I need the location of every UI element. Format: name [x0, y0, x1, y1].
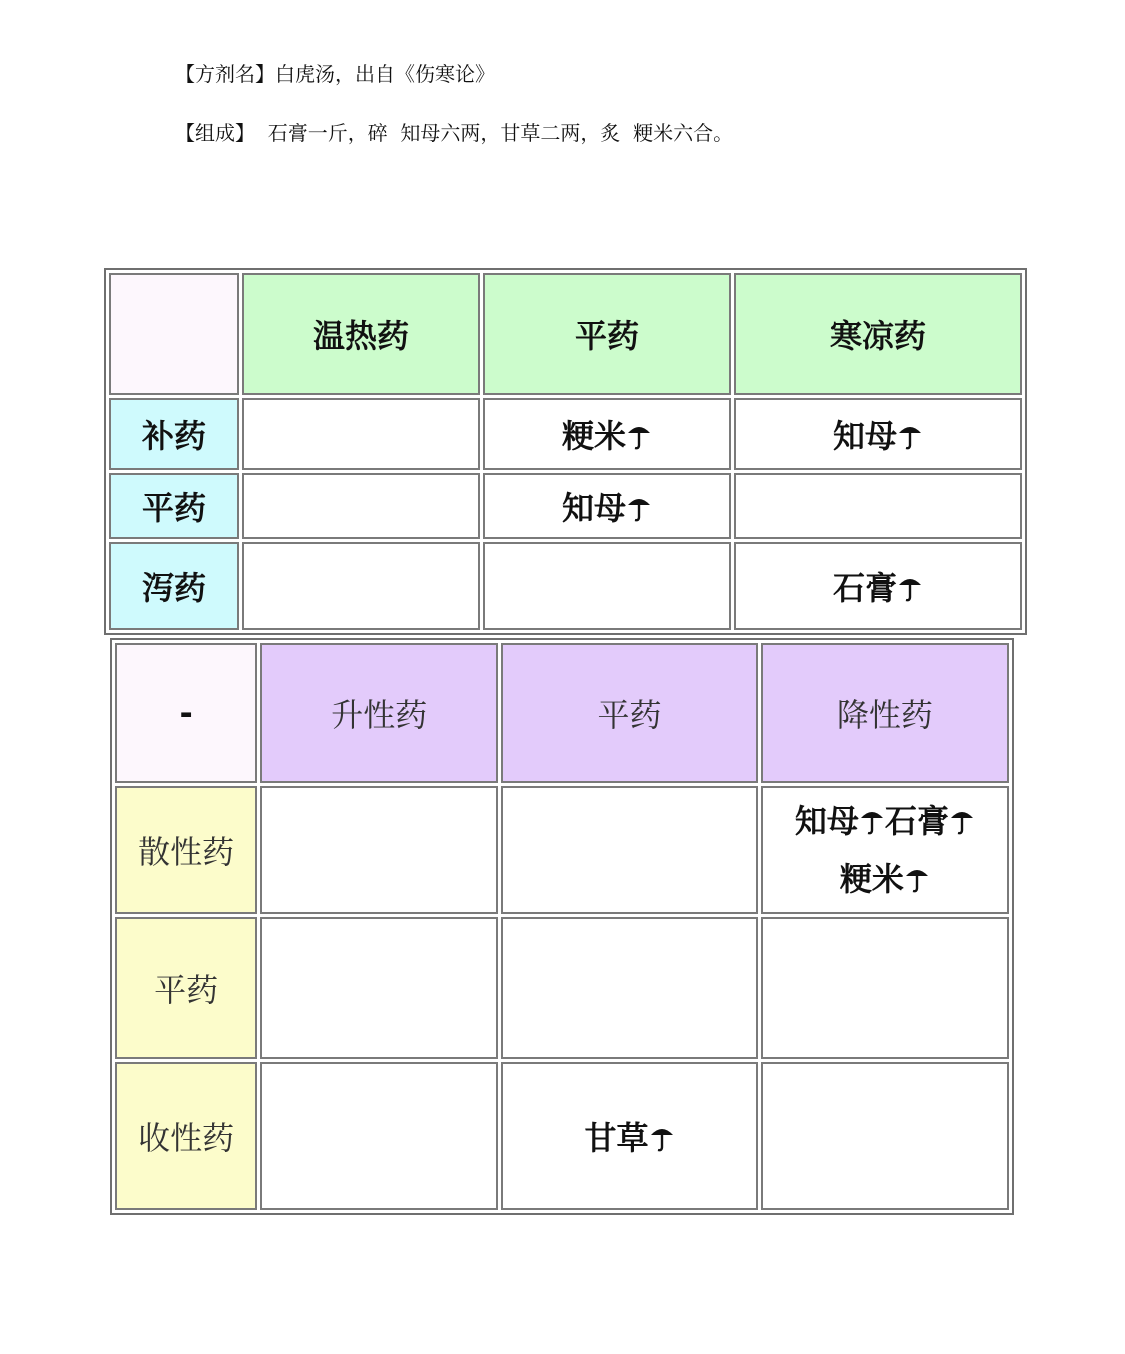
composition-line: 【组成】 石膏一斤，碎 知母六两，甘草二两，炙 粳米六合。 — [175, 121, 734, 145]
herb-name: 粳米 — [839, 860, 904, 898]
table2-cell — [761, 786, 1009, 914]
table1-cell — [734, 542, 1022, 630]
umbrella-icon — [897, 417, 923, 455]
herb-label: 知母 — [562, 489, 652, 527]
herb-label: 甘草 — [585, 1119, 675, 1157]
umbrella-icon — [626, 489, 652, 527]
table1-cell — [483, 542, 731, 630]
direction-table — [110, 638, 1014, 1215]
temperature-tonify-table — [104, 268, 1027, 635]
umbrella-icon — [649, 1119, 675, 1157]
table1-col-neutral: 平药 — [483, 273, 731, 395]
table1-cell — [242, 398, 480, 470]
herb-label: 石膏 — [833, 569, 923, 607]
table2-cell — [260, 1062, 498, 1210]
table1-cell — [483, 398, 731, 470]
formula-name-line: 【方剂名】白虎汤，出自《伤寒论》 — [175, 62, 495, 86]
table1-col-warm: 温热药 — [242, 273, 480, 395]
table2-row-dispersing: 散性药 — [115, 786, 257, 914]
umbrella-icon — [897, 569, 923, 607]
herb-label: 知母 — [833, 417, 923, 455]
herb-name: 知母 — [794, 802, 859, 840]
umbrella-icon — [626, 417, 652, 455]
table1-cell — [734, 473, 1022, 539]
umbrella-icon — [859, 802, 885, 840]
table2-col-descending: 降性药 — [761, 643, 1009, 783]
table2-cell — [260, 786, 498, 914]
table1-row-neutral: 平药 — [109, 473, 239, 539]
table2-cell — [761, 1062, 1009, 1210]
table1-row-purge: 泻药 — [109, 542, 239, 630]
herb-list — [795, 792, 975, 908]
table1-cell — [242, 542, 480, 630]
table2-cell — [761, 917, 1009, 1059]
table1-col-cold: 寒凉药 — [734, 273, 1022, 395]
table2-cell — [501, 786, 757, 914]
herb-label: 粳米 — [562, 417, 652, 455]
umbrella-icon — [949, 802, 975, 840]
umbrella-icon — [904, 860, 930, 898]
herb-name: 石膏 — [884, 802, 949, 840]
herb-label — [795, 802, 975, 898]
table1-cell — [734, 398, 1022, 470]
table2-col-neutral: 平药 — [501, 643, 757, 783]
table1-row-tonify: 补药 — [109, 398, 239, 470]
table2-row-astringing: 收性药 — [115, 1062, 257, 1210]
table2-cell — [501, 917, 757, 1059]
table1-corner — [109, 273, 239, 395]
table2-col-ascending: 升性药 — [260, 643, 498, 783]
table1-cell — [242, 473, 480, 539]
table2-row-neutral: 平药 — [115, 917, 257, 1059]
table2-cell — [260, 917, 498, 1059]
table2-cell — [501, 1062, 757, 1210]
table2-corner: - — [115, 643, 257, 783]
table1-cell — [483, 473, 731, 539]
